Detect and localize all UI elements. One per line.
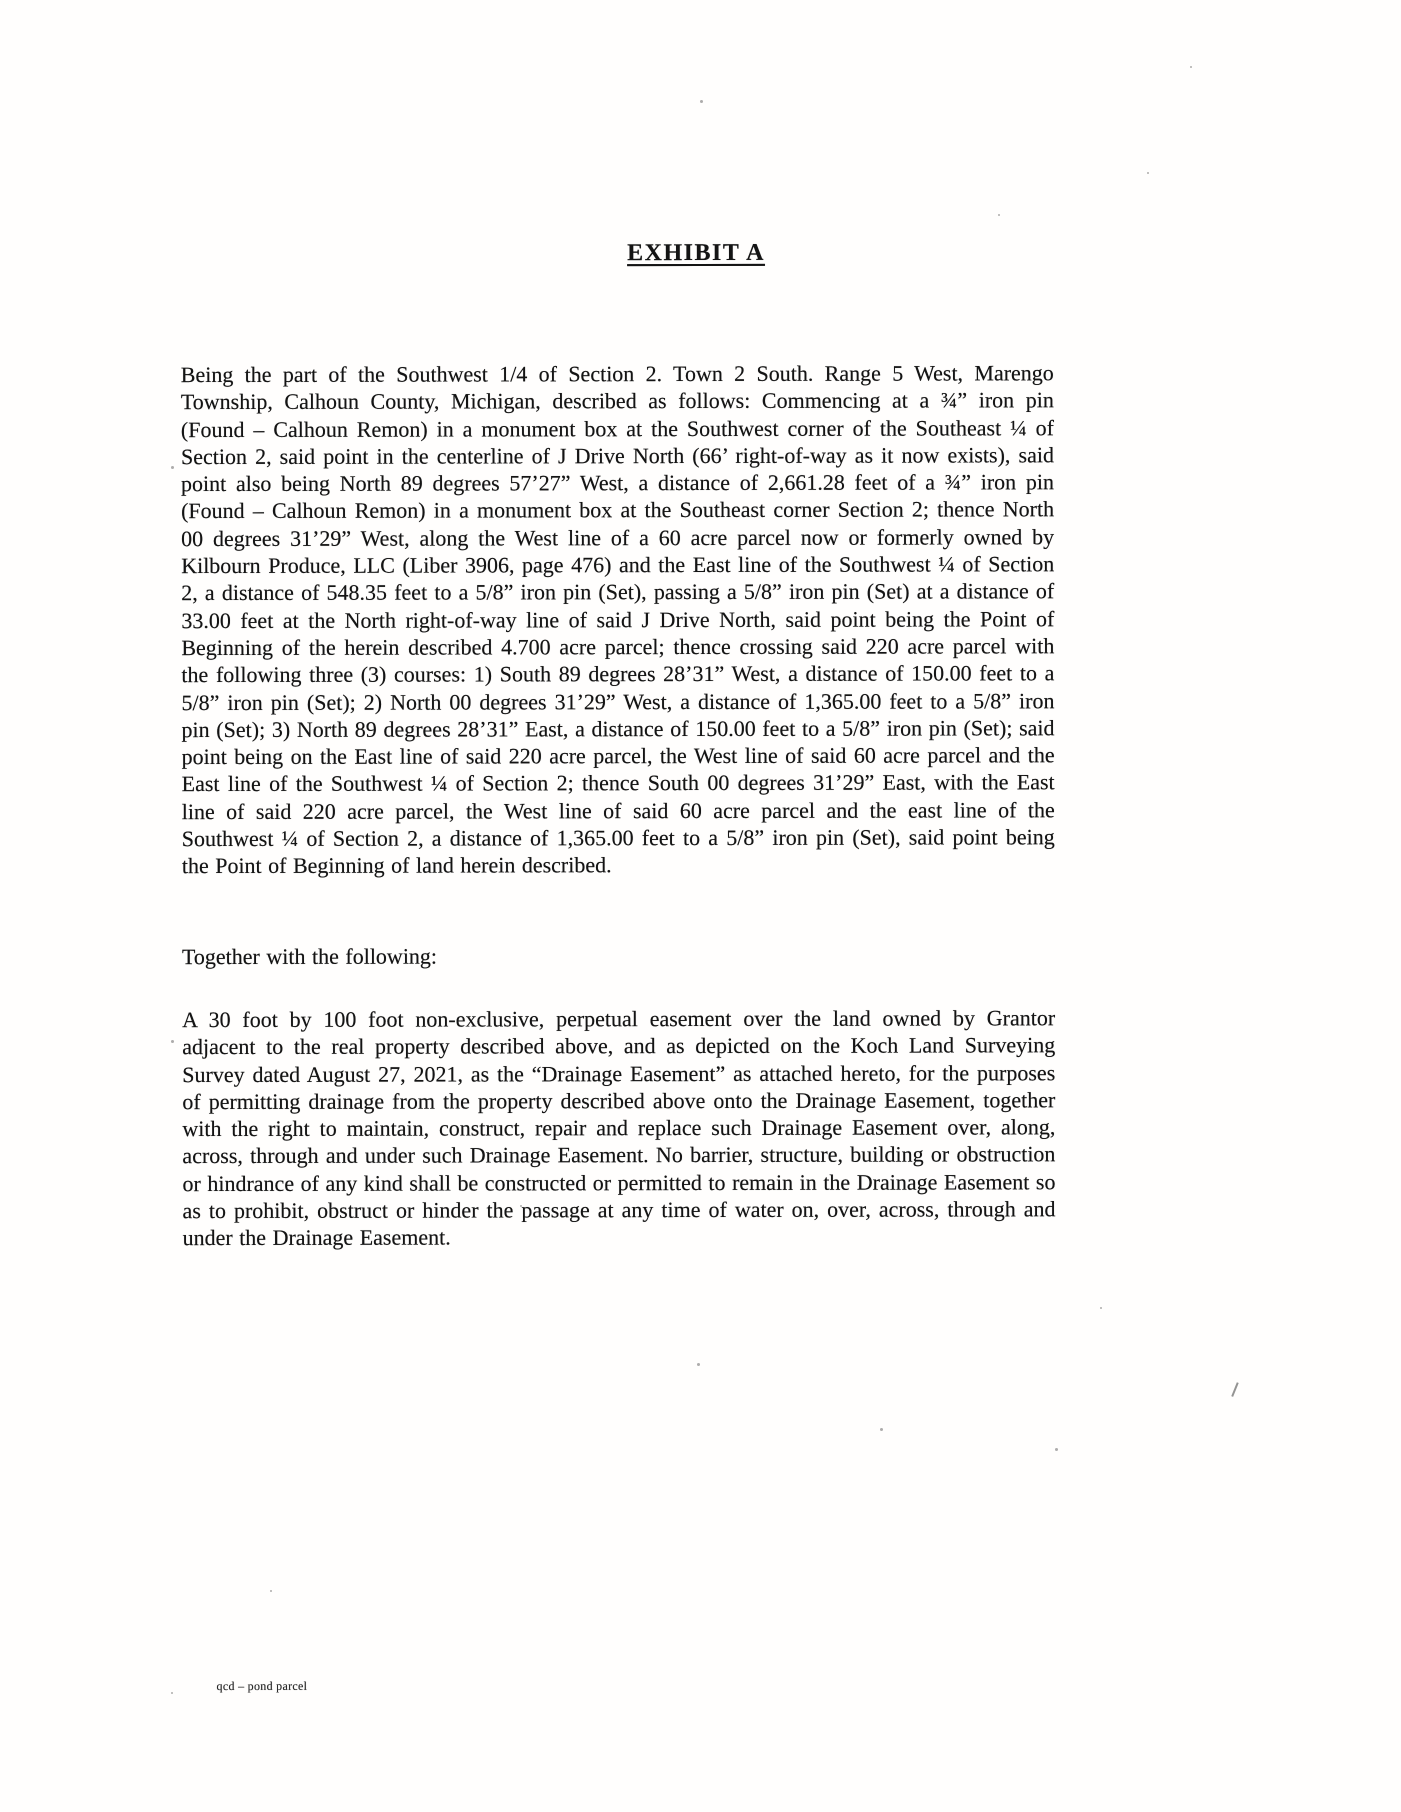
footer-filename: qcd – pond parcel [216, 1678, 308, 1694]
scan-speck [520, 1205, 522, 1207]
legal-description-paragraph: Being the part of the Southwest 1/4 of Section 2. Town 2 South. Range 5 West, Marengo Township, Calhoun County, Michigan, described as follows: Commencing at a ¾” iron pin (Found – Calhoun Remon) in a monument box at the Southwest corner of the Southeast ¼ of Section 2, said point in the centerline of J Drive North (66’ right-of-way as it now exists), said point also being North 89 degrees 57’27” West, a distance of 2,661.28 feet of a ¾” iron pin (Found – Calhoun Remon) in a monument box at the Southeast corner Section 2; thence North 00 degrees 31’29” West, along the West line of a 60 acre parcel now or formerly owned by Kilbourn Produce, LLC (Liber 3906, page 476) and the East line of the Southwest ¼ of Section 2, a distance of 548.35 feet to a 5/8” iron pin (Set), passing a 5/8” iron pin (Set) at a distance of 33.00 feet at the North right-of-way line of said J Drive North, said point being the Point of Beginning of the herein described 4.700 acre parcel; thence crossing said 220 acre parcel with the following three (3) courses: 1) South 89 degrees 28’31” West, a distance of 150.00 feet to a 5/8” iron pin (Set); 2) North 00 degrees 31’29” West, a distance of 1,365.00 feet to a 5/8” iron pin (Set); 3) North 89 degrees 28’31” East, a distance of 150.00 feet to a 5/8” iron pin (Set); said point being on the East line of said 220 acre parcel, the West line of said 60 acre parcel and the East line of the Southwest ¼ of Section 2; thence South 00 degrees 31’29” East, with the East line of said 220 acre parcel, the West line of said 60 acre parcel and the east line of the Southwest ¼ of Section 2, a distance of 1,365.00 feet to a 5/8” iron pin (Set), said point being the Point of Beginning of land herein described. [180, 360, 1055, 879]
scan-slash-artifact [1231, 1382, 1238, 1396]
scan-speck [171, 1040, 174, 1043]
scan-speck [171, 466, 174, 469]
exhibit-title-row [181, 239, 1054, 268]
drainage-easement-paragraph: A 30 foot by 100 foot non-exclusive, perpetual easement over the land owned by Grantor adjacent to the real property described above, and as depicted on the Koch Land Surveying Survey dated August 27, 2021, as the “Drainage Easement” as attached hereto, for the purposes of permitting drainage from the property described above onto the Drainage Easement, together with the right to maintain, construct, repair and replace such Drainage Easement over, along, across, through and under such Drainage Easement. No barrier, structure, building or obstruction or hindrance of any kind shall be constructed or permitted to remain in the Drainage Easement so as to prohibit, obstruct or hinder the passage at any time of water on, over, across, through and under the Drainage Easement. [182, 1005, 1056, 1251]
scan-speck [998, 214, 1000, 216]
scan-speck [1190, 66, 1192, 68]
together-with-line: Together with the following: [181, 943, 438, 970]
scan-speck [270, 1590, 272, 1592]
scan-speck [1147, 172, 1149, 174]
exhibit-title: EXHIBIT A [627, 239, 765, 267]
scan-speck [1100, 1307, 1102, 1309]
scan-speck [700, 100, 703, 103]
scan-speck [171, 1692, 173, 1694]
scan-speck [1055, 1448, 1058, 1451]
scan-speck [697, 1363, 700, 1366]
scan-speck [880, 1428, 883, 1431]
